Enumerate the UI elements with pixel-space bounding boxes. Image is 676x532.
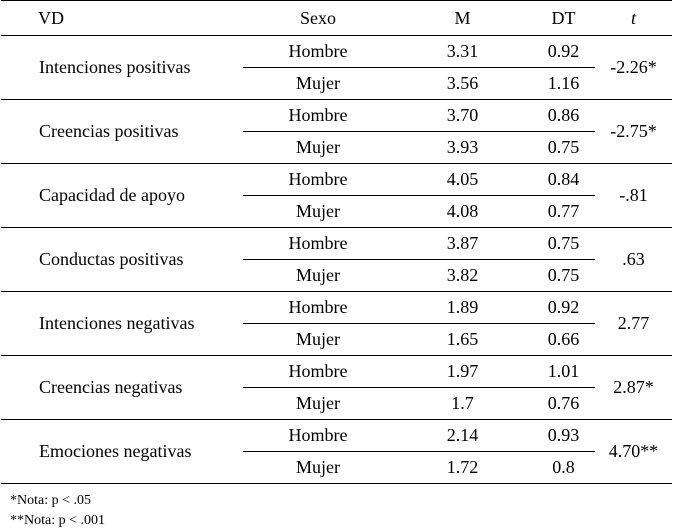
cell-dt: 0.66 bbox=[532, 324, 595, 356]
cell-sexo: Mujer bbox=[243, 196, 393, 228]
cell-sexo: Mujer bbox=[243, 324, 393, 356]
cell-dt: 0.93 bbox=[532, 420, 595, 452]
cell-dt: 0.92 bbox=[532, 292, 595, 324]
cell-dt: 1.16 bbox=[532, 68, 595, 100]
cell-t: .63 bbox=[595, 228, 672, 292]
cell-t: -2.26* bbox=[595, 36, 672, 100]
cell-t: 2.77 bbox=[595, 292, 672, 356]
note-p001: **Nota: p < .001 bbox=[10, 513, 105, 528]
cell-t: -2.75* bbox=[595, 100, 672, 164]
cell-dt: 0.92 bbox=[532, 36, 595, 68]
cell-vd: Creencias positivas bbox=[1, 100, 243, 164]
table-row-hombre bbox=[1, 164, 672, 196]
cell-dt: 1.01 bbox=[532, 356, 595, 388]
cell-dt: 0.77 bbox=[532, 196, 595, 228]
cell-m: 1.89 bbox=[393, 292, 532, 324]
cell-m: 1.72 bbox=[393, 452, 532, 484]
cell-m: 1.7 bbox=[393, 388, 532, 420]
cell-sexo: Mujer bbox=[243, 388, 393, 420]
cell-dt: 0.75 bbox=[532, 132, 595, 164]
cell-dt: 0.8 bbox=[532, 452, 595, 484]
table-body bbox=[1, 36, 672, 484]
cell-sexo: Hombre bbox=[243, 420, 393, 452]
cell-vd: Capacidad de apoyo bbox=[1, 164, 243, 228]
note-p05: *Nota: p < .05 bbox=[10, 493, 91, 508]
table-row-hombre bbox=[1, 100, 672, 132]
table-row-hombre bbox=[1, 356, 672, 388]
table-row-hombre bbox=[1, 420, 672, 452]
cell-sexo: Mujer bbox=[243, 452, 393, 484]
cell-m: 3.56 bbox=[393, 68, 532, 100]
cell-sexo: Mujer bbox=[243, 260, 393, 292]
cell-m: 4.05 bbox=[393, 164, 532, 196]
cell-t: 4.70** bbox=[595, 420, 672, 484]
cell-sexo: Hombre bbox=[243, 164, 393, 196]
cell-m: 3.82 bbox=[393, 260, 532, 292]
cell-m: 1.65 bbox=[393, 324, 532, 356]
header-vd: VD bbox=[1, 1, 243, 36]
results-table bbox=[1, 0, 672, 484]
header-m: M bbox=[393, 1, 532, 36]
cell-dt: 0.76 bbox=[532, 388, 595, 420]
table-notes bbox=[10, 491, 105, 531]
header-sexo: Sexo bbox=[243, 1, 393, 36]
cell-m: 1.97 bbox=[393, 356, 532, 388]
cell-sexo: Mujer bbox=[243, 68, 393, 100]
cell-vd: Intenciones negativas bbox=[1, 292, 243, 356]
table-header-row bbox=[1, 1, 672, 36]
cell-sexo: Hombre bbox=[243, 356, 393, 388]
header-dt: DT bbox=[532, 1, 595, 36]
cell-t: 2.87* bbox=[595, 356, 672, 420]
cell-vd: Creencias negativas bbox=[1, 356, 243, 420]
cell-dt: 0.84 bbox=[532, 164, 595, 196]
cell-vd: Emociones negativas bbox=[1, 420, 243, 484]
table-row-hombre bbox=[1, 36, 672, 68]
cell-m: 3.93 bbox=[393, 132, 532, 164]
cell-m: 3.31 bbox=[393, 36, 532, 68]
cell-m: 3.70 bbox=[393, 100, 532, 132]
cell-sexo: Hombre bbox=[243, 292, 393, 324]
header-t: t bbox=[595, 1, 672, 36]
cell-sexo: Mujer bbox=[243, 132, 393, 164]
cell-sexo: Hombre bbox=[243, 228, 393, 260]
cell-sexo: Hombre bbox=[243, 100, 393, 132]
cell-sexo: Hombre bbox=[243, 36, 393, 68]
cell-t: -.81 bbox=[595, 164, 672, 228]
cell-vd: Intenciones positivas bbox=[1, 36, 243, 100]
cell-m: 2.14 bbox=[393, 420, 532, 452]
table-row-hombre bbox=[1, 228, 672, 260]
cell-m: 4.08 bbox=[393, 196, 532, 228]
cell-m: 3.87 bbox=[393, 228, 532, 260]
table-row-hombre bbox=[1, 292, 672, 324]
cell-vd: Conductas positivas bbox=[1, 228, 243, 292]
cell-dt: 0.75 bbox=[532, 228, 595, 260]
cell-dt: 0.86 bbox=[532, 100, 595, 132]
cell-dt: 0.75 bbox=[532, 260, 595, 292]
